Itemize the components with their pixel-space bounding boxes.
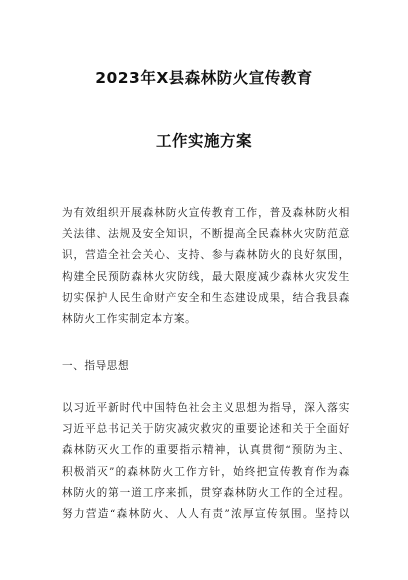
paragraph-line: 以习近平新时代中国特色社会主义思想为指导，深入落实 [62, 402, 350, 414]
paragraph-line: 习近平总书记关于防灾减灾救灾的重要论述和关于全面好 [62, 423, 350, 436]
document-title: 2023年X县森林防火宣传教育 [95, 69, 313, 87]
paragraph-line: 识，营造全社会关心、支持、参与森林防火的良好氛围， [62, 249, 350, 262]
section-heading: 一、指导思想 [62, 360, 130, 372]
paragraph-line: 为有效组织开展森林防火宣传教育工作，普及森林防火相 [62, 207, 350, 219]
paragraph-line: 关法律、法规及安全知识，不断提高全民森林火灾防范意 [62, 228, 350, 241]
document-subtitle: 工作实施方案 [155, 132, 252, 150]
section-paragraph [62, 398, 350, 525]
paragraph-line: 努力营造“森林防火、人人有责”浓厚宣传氛围。坚持以 [62, 508, 350, 521]
paragraph-line: 林防火的第一道工序来抓，贯穿森林防火工作的全过程。 [62, 486, 350, 499]
paragraph-line: 林防火工作实制定本方案。 [62, 313, 197, 326]
paragraph-line: 切实保护人民生命财产安全和生态建设成果，结合我县森 [62, 291, 350, 304]
paragraph-line: 森林防灭火工作的重要指示精神，认真贯彻“预防为主、 [62, 444, 350, 457]
paragraph-line: 积极消灭”的森林防火工作方针，始终把宣传教育作为森 [62, 465, 350, 478]
paragraph-line: 构建全民预防森林火灾防线，最大限度减少森林火灾发生 [62, 270, 350, 283]
intro-paragraph [62, 203, 350, 330]
